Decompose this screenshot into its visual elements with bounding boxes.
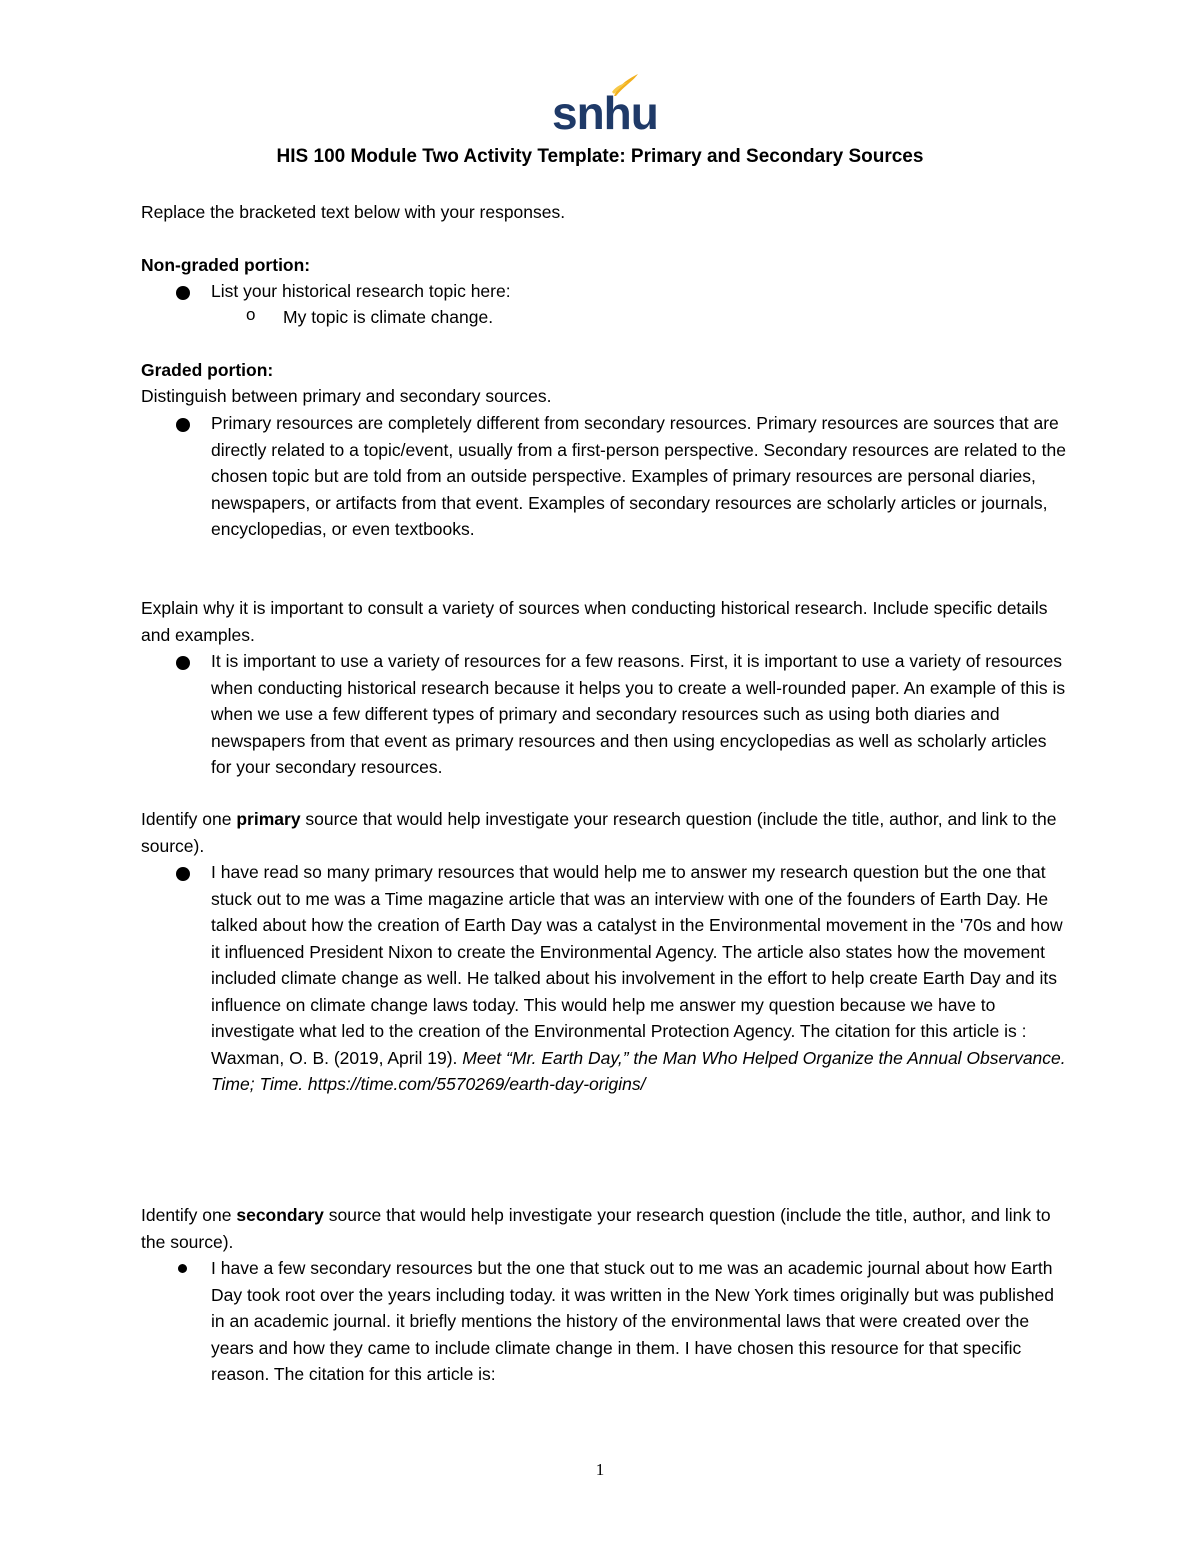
answer-distinguish: Primary resources are completely different from secondary resources. Primary resources are sources that are directly related to a topic/event, usually from a first-person perspective. Secondary resources are related to the chosen topic but are told from an outside perspective. Examples of primary resources are personal diaries, newspapers, or artifacts from that event. Examples of secondary resources are scholarly articles or journals, encyclopedias, or even textbooks. <box>211 413 1067 539</box>
bullet-icon <box>178 1264 187 1273</box>
citation-title: Meet “Mr. Earth Day,” the Man Who Helped Organize the Annual Observance. Time; Time. https://time.com/5570269/earth-day-origins/ <box>211 1047 1066 1094</box>
question-primary-pre: Identify one <box>141 809 237 829</box>
logo-text: snhu <box>552 87 658 139</box>
question-distinguish: Distinguish between primary and secondary sources. <box>141 386 552 406</box>
bullet-icon <box>176 286 190 300</box>
bullet-icon <box>176 867 190 881</box>
question-primary <box>141 806 1071 859</box>
bullet-icon <box>176 656 190 670</box>
question-primary-post: source that would help investigate your research question (include the title, author, and link to the source). <box>141 809 1057 856</box>
answer-primary-text: I have read so many primary resources that would help me to answer my research question but the one that stuck out to me was a Time magazine article that was an interview with one of the founders of Earth Day. He talked about how the creation of Earth Day was a catalyst in the Environmental movement in the '70s and how it influenced President Nixon to create the Environmental Agency. The article also states how the movement included climate change as well. He talked about his involvement in the effort to help create Earth Day and its influence on climate change laws today. This would help me answer my question because we have to investigate what led to the creation of the Environmental Protection Agency. The citation for this article is : <box>211 862 1063 1041</box>
snhu-logo <box>552 72 658 139</box>
graded-heading: Graded portion: <box>141 360 274 380</box>
question-variety: Explain why it is important to consult a variety of sources when conducting historical research. Include specific details and examples. <box>141 598 1048 645</box>
bullet-icon <box>176 418 190 432</box>
instructions: Replace the bracketed text below with your responses. <box>141 202 566 222</box>
sub-bullet-marker: o <box>246 305 256 324</box>
answer-primary <box>211 859 1071 1098</box>
answer-secondary: I have a few secondary resources but the one that stuck out to me was an academic journal about how Earth Day took root over the years including today. it was written in the New York times originally but was published in an academic journal. it briefly mentions the history of the environmental laws that were created over the years and how they came to include climate change in them. I have chosen this resource for that specific reason. The citation for this article is: <box>211 1258 1055 1384</box>
citation-author: Waxman, O. B. (2019, April 19). <box>211 1047 463 1068</box>
topic-prompt: List your historical research topic here: <box>211 281 511 301</box>
page-number: 1 <box>595 1460 605 1479</box>
answer-primary-citation <box>211 1045 1071 1098</box>
question-secondary <box>141 1202 1071 1255</box>
question-primary-bold: primary <box>236 809 301 829</box>
topic-answer: My topic is climate change. <box>283 307 494 327</box>
answer-variety: It is important to use a variety of resources for a few reasons. First, it is important to use a variety of resources when conducting historical research because it helps you to create a well-rounded paper. An example of this is when we use a few different types of primary and secondary resources such as using both diaries and newspapers from that event as primary resources and then using encyclopedias as well as scholarly articles for your secondary resources. <box>211 651 1066 777</box>
question-secondary-bold: secondary <box>236 1205 324 1225</box>
non-graded-heading: Non-graded portion: <box>141 255 311 275</box>
question-secondary-post: source that would help investigate your research question (include the title, author, and link to the source). <box>141 1205 1051 1252</box>
question-secondary-pre: Identify one <box>141 1205 237 1225</box>
page-title: HIS 100 Module Two Activity Template: Primary and Secondary Sources <box>276 146 924 167</box>
